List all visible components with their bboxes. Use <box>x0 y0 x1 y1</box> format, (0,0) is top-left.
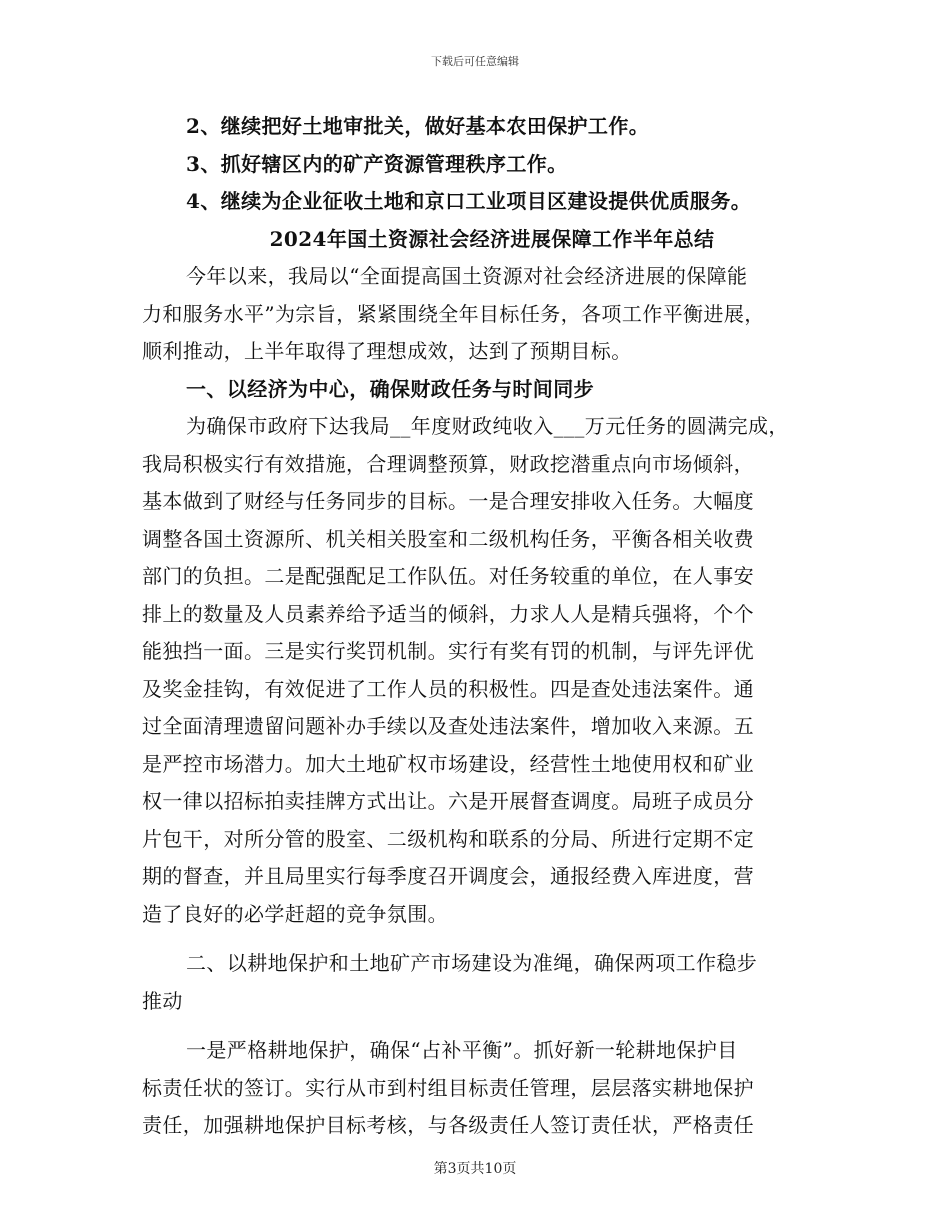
section-1-paragraph-line: 基本做到了财经与任务同步的目标。一是合理安排收入任务。大幅度 <box>142 489 754 513</box>
intro-paragraph-line: 今年以来，我局以“全面提高国土资源对社会经济进展的保障能 <box>186 264 748 288</box>
section-1-paragraph-line: 我局积极实行有效措施，合理调整预算，财政挖潜重点向市场倾斜， <box>142 451 754 476</box>
list-item-3: 3、抓好辖区内的矿产资源管理秩序工作。 <box>186 151 568 176</box>
section-1-paragraph-line: 排上的数量及人员素养给予适当的倾斜，力求人人是精兵强将，个个 <box>142 601 754 626</box>
section-2-paragraph-line: 责任，加强耕地保护目标考核，与各级责任人签订责任状，严格责任 <box>142 1113 754 1137</box>
list-item-2: 2、继续把好土地审批关，做好基本农田保护工作。 <box>186 114 650 138</box>
section-1-paragraph-line: 权一律以招标拍卖挂牌方式出让。六是开展督查调度。局班子成员分 <box>142 789 754 813</box>
page-footer: 第3页共10页 <box>433 1161 517 1177</box>
document-title: 2024年国土资源社会经济进展保障工作半年总结 <box>269 226 715 251</box>
document-body <box>142 108 822 1145</box>
section-1-paragraph-line: 为确保市政府下达我局__年度财政纯收入___万元任务的圆满完成， <box>186 414 789 438</box>
list-item-4: 4、继续为企业征收土地和京口工业项目区建设提供优质服务。 <box>186 189 752 213</box>
section-1-paragraph-line: 过全面清理遗留问题补办手续以及查处违法案件，增加收入来源。五 <box>142 714 754 738</box>
intro-paragraph-line: 顺利推动，上半年取得了理想成效，达到了预期目标。 <box>142 339 632 363</box>
section-1-paragraph-line: 能独挡一面。三是实行奖罚机制。实行有奖有罚的机制，与评先评优 <box>142 639 754 663</box>
section-2-paragraph-line: 一是严格耕地保护，确保“占补平衡”。抓好新一轮耕地保护目 <box>186 1038 738 1062</box>
section-1-paragraph-line: 调整各国土资源所、机关相关股室和二级机构任务，平衡各相关收费 <box>142 526 754 551</box>
section-heading-2: 二、以耕地保护和土地矿产市场建设为准绳，确保两项工作稳步 <box>186 951 758 975</box>
section-1-paragraph-line: 造了良好的必学赶超的竞争氛围。 <box>142 901 448 926</box>
section-1-paragraph-line: 及奖金挂钩，有效促进了工作人员的积极性。四是查处违法案件。通 <box>142 676 754 701</box>
section-1-paragraph-line: 期的督查，并且局里实行每季度召开调度会，通报经费入库进度，营 <box>142 864 754 888</box>
section-1-paragraph-line: 是严控市场潜力。加大土地矿权市场建设，经营性土地使用权和矿业 <box>142 751 754 776</box>
page-header: 下载后可任意编辑 <box>431 55 519 68</box>
section-heading-2-cont: 推动 <box>142 988 183 1013</box>
section-1-paragraph-line: 片包干，对所分管的股室、二级机构和联系的分局、所进行定期不定 <box>142 826 754 851</box>
section-2-paragraph-line: 标责任状的签订。实行从市到村组目标责任管理，层层落实耕地保护 <box>142 1075 754 1100</box>
intro-paragraph-line: 力和服务水平”为宗旨，紧紧围绕全年目标任务，各项工作平衡进展， <box>142 301 765 326</box>
section-heading-1: 一、以经济为中心，确保财政任务与时间同步 <box>186 376 594 401</box>
section-1-paragraph-line: 部门的负担。二是配强配足工作队伍。对任务较重的单位，在人事安 <box>142 564 754 588</box>
